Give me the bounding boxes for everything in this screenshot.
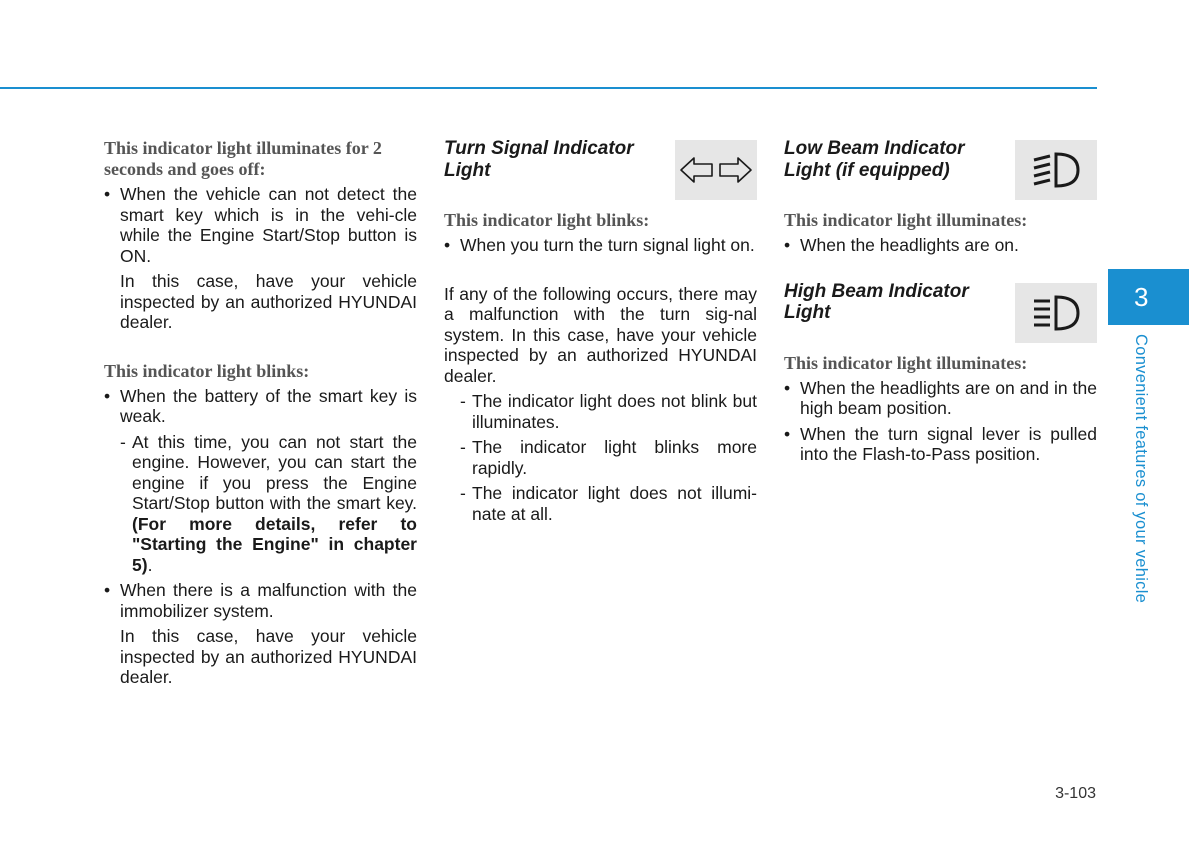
high-beam-icon [1015,283,1097,343]
dash-blinks-rapidly: - The indicator light blinks more rapidly. [444,437,757,478]
dash-not-illuminate: - The indicator light does not illumi-nate at all. [444,483,757,524]
low-beam-title: Low Beam Indicator Light (if equipped) [784,138,965,181]
section-heading-blinks: This indicator light blinks: [444,210,650,230]
page-number: 3-103 [1055,785,1096,802]
column-turn-signal [444,138,757,529]
section-heading-illuminates: This indicator light illuminates: [784,210,1028,230]
turn-signal-arrows-icon [675,140,757,200]
chapter-title: Convenient features of your vehicle [1132,334,1150,604]
high-beam-title: High Beam Indicator Light [784,280,969,323]
section-heading-illuminates: This indicator light illuminates for 2 seconds and goes off: [104,138,382,179]
low-beam-icon [1015,140,1097,200]
section-heading-blinks: This indicator light blinks: [104,360,310,381]
bullet-high-beam-position: • When the headlights are on and in the high beam position. [784,378,1097,419]
bullet-immobilizer-malfunction: • When there is a malfunction with the immobilizer system. [104,580,417,621]
column-smart-key [104,138,417,693]
column-beam [784,138,1097,470]
dealer-note: In this case, have your vehicle inspected by an authorized HYUNDAI dealer. [120,271,417,332]
bullet-flash-to-pass: • When the turn signal lever is pulled into the Flash-to-Pass position. [784,424,1097,465]
bullet-headlights-on: • When the headlights are on. [784,235,1097,256]
top-rule [0,87,1097,89]
bullet-smart-key-not-detected: • When the vehicle can not detect the smart key which is in the vehi-cle while the Engine Start/Stop button is ON. [104,184,417,266]
dash-start-engine-note: - At this time, you can not start the engine. However, you can start the engine if you press the Engine Start/Stop button with the smart key. (For more details, refer to "Starting the Engine" in chapter 5). [104,432,417,576]
dealer-note: In this case, have your vehicle inspected by an authorized HYUNDAI dealer. [120,626,417,687]
turn-signal-title: Turn Signal Indicator Light [444,138,634,181]
dash-illuminates: - The indicator light does not blink but illuminates. [444,391,757,432]
chapter-number-tab: 3 [1108,269,1189,325]
bullet-battery-weak: • When the battery of the smart key is weak. [104,386,417,427]
bullet-turn-on: • When you turn the turn signal light on. [444,235,757,256]
cross-reference: (For more details, refer to "Starting the Engine" in chapter 5) [132,513,417,575]
malfunction-paragraph: If any of the following occurs, there may a malfunction with the turn sig-nal system. In this case, have your vehicle inspected by an authorized HYUNDAI dealer. [444,283,757,386]
section-heading-illuminates: This indicator light illuminates: [784,352,1028,373]
